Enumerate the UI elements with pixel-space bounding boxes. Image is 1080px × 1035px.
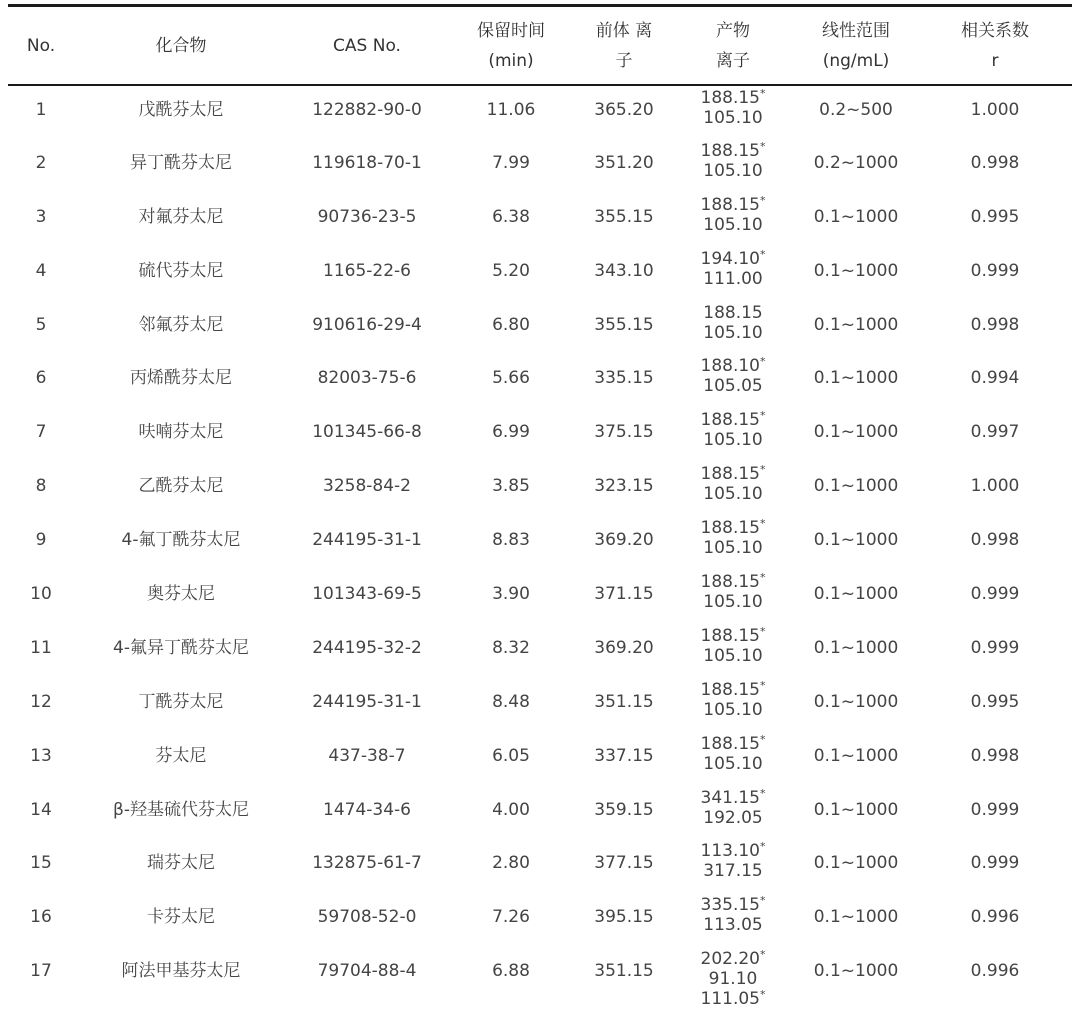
- product-ion-value: 105.10: [703, 214, 763, 235]
- product-ion-value: 111.05*: [700, 988, 766, 1010]
- cell-compound: 4-氟丁酰芬太尼: [121, 530, 241, 551]
- cell-compound: 对氟芬太尼: [138, 206, 224, 227]
- cell-no: 10: [30, 584, 52, 605]
- cell-precursor-ion: 351.20: [594, 152, 654, 173]
- header-linear-range: [794, 6, 918, 86]
- cell-compound: 丁酰芬太尼: [138, 691, 224, 712]
- cell-compound: 芬太尼: [155, 745, 207, 766]
- cell-linear-range: 0.1~1000: [813, 799, 899, 820]
- table-row: [8, 570, 1072, 624]
- cell-retention-time: 8.83: [492, 530, 530, 551]
- cell-precursor-ion: 365.20: [594, 100, 654, 120]
- cell-linear-range: 0.2~1000: [813, 152, 899, 173]
- cell-correlation: 0.998: [970, 314, 1020, 335]
- cell-cas: 437-38-7: [328, 745, 406, 766]
- cell-precursor-ion: 371.15: [594, 584, 654, 605]
- table-row: [8, 462, 1072, 516]
- product-ion-value: 105.10: [703, 484, 763, 505]
- compound-table: [8, 4, 1072, 1035]
- table-row: [8, 247, 1072, 301]
- product-ion-value: 111.00: [703, 268, 763, 289]
- cell-compound: 乙酰芬太尼: [138, 476, 224, 497]
- table-row: [8, 624, 1072, 678]
- cell-compound: 4-氟异丁酰芬太尼: [113, 637, 249, 658]
- cell-compound: β-羟基硫代芬太尼: [113, 799, 249, 820]
- cell-no: 17: [30, 961, 52, 982]
- cell-linear-range: 0.1~1000: [813, 745, 899, 766]
- cell-retention-time: 6.05: [492, 745, 530, 766]
- product-ion-value: 335.15*: [700, 894, 766, 916]
- cell-product-ions: [672, 408, 794, 462]
- cell-compound: 硫代芬太尼: [138, 260, 224, 281]
- cell-no: 12: [30, 691, 52, 712]
- asterisk-mark: *: [759, 87, 766, 100]
- cell-linear-range: 0.1~1000: [813, 476, 899, 497]
- cell-compound: 奥芬太尼: [147, 584, 215, 605]
- cell-precursor-ion: 369.20: [594, 530, 654, 551]
- cell-retention-time: 5.20: [492, 260, 530, 281]
- product-ion-value: 188.15*: [700, 624, 766, 646]
- cell-no: 6: [35, 368, 47, 389]
- product-ion-value: 194.10*: [700, 247, 766, 269]
- cell-correlation: 0.996: [970, 907, 1020, 928]
- cell-linear-range: 0.1~1000: [813, 907, 899, 928]
- cell-correlation: 0.996: [970, 961, 1020, 982]
- product-ion-value: 188.15*: [700, 409, 766, 431]
- cell-correlation: 0.999: [970, 584, 1020, 605]
- cell-correlation: 0.995: [970, 206, 1020, 227]
- asterisk-mark: *: [759, 463, 766, 477]
- cell-retention-time: 3.90: [492, 584, 530, 605]
- product-ion-value: 202.20*: [700, 948, 766, 970]
- cell-no: 1: [35, 100, 47, 120]
- asterisk-mark: *: [759, 355, 766, 369]
- cell-correlation: 1.000: [970, 100, 1020, 120]
- header-retention-time: [446, 6, 576, 86]
- cell-linear-range: 0.1~1000: [813, 637, 899, 658]
- product-ion-value: 188.15*: [700, 571, 766, 593]
- product-ion-value: 105.10: [703, 160, 763, 181]
- asterisk-mark: *: [759, 948, 766, 962]
- cell-cas: 101345-66-8: [312, 422, 422, 443]
- header-corr-line2: r: [991, 50, 999, 71]
- cell-compound: 异丁酰芬太尼: [130, 152, 232, 173]
- header-precursor-ion: [576, 6, 672, 86]
- product-ion-value: 105.05: [703, 376, 763, 397]
- table-row: [8, 732, 1072, 786]
- product-ion-value: 188.15*: [700, 193, 766, 215]
- cell-linear-range: 0.1~1000: [813, 853, 899, 874]
- cell-linear-range: 0.1~1000: [813, 422, 899, 443]
- cell-correlation: 0.999: [970, 637, 1020, 658]
- cell-precursor-ion: 359.15: [594, 799, 654, 820]
- cell-cas: 244195-32-2: [312, 637, 422, 658]
- table-header: [8, 6, 1072, 86]
- cell-compound: 戊酰芬太尼: [138, 100, 224, 120]
- cell-correlation: 0.998: [970, 745, 1020, 766]
- cell-no: 15: [30, 853, 52, 874]
- cell-precursor-ion: 343.10: [594, 260, 654, 281]
- cell-linear-range: 0.2~500: [819, 100, 893, 120]
- cell-product-ions: [672, 301, 794, 355]
- cell-compound: 阿法甲基芬太尼: [121, 961, 241, 982]
- cell-no: 14: [30, 799, 52, 820]
- product-ion-value: 91.10: [708, 969, 758, 990]
- cell-cas: 1165-22-6: [323, 260, 411, 281]
- product-ion-value: 188.15*: [700, 87, 766, 108]
- asterisk-mark: *: [759, 247, 766, 261]
- header-range-line2: (ng/mL): [822, 50, 890, 71]
- cell-correlation: 0.999: [970, 260, 1020, 281]
- header-no: No.: [26, 35, 56, 56]
- cell-compound: 呋喃芬太尼: [138, 422, 224, 443]
- cell-product-ions: [672, 85, 794, 139]
- asterisk-mark: *: [759, 624, 766, 638]
- cell-compound: 卡芬太尼: [147, 907, 215, 928]
- product-ion-value: 105.10: [703, 645, 763, 666]
- cell-correlation: 0.998: [970, 530, 1020, 551]
- cell-no: 3: [35, 206, 47, 227]
- cell-no: 16: [30, 907, 52, 928]
- header-compound: 化合物: [155, 35, 207, 56]
- cell-no: 5: [35, 314, 47, 335]
- header-range-line1: 线性范围: [822, 20, 890, 41]
- cell-correlation: 0.999: [970, 853, 1020, 874]
- cell-cas: 101343-69-5: [312, 584, 422, 605]
- header-retention-time-line1: 保留时间: [477, 20, 545, 41]
- cell-correlation: 0.997: [970, 422, 1020, 443]
- product-ion-value: 113.05: [703, 915, 763, 936]
- cell-precursor-ion: 375.15: [594, 422, 654, 443]
- asterisk-mark: *: [759, 732, 766, 746]
- header-precursor-line1: 前体 离: [595, 20, 653, 41]
- product-ion-value: 188.15*: [700, 678, 766, 700]
- cell-cas: 90736-23-5: [317, 206, 417, 227]
- cell-product-ions: [672, 786, 794, 840]
- cell-retention-time: 6.80: [492, 314, 530, 335]
- table-row: [8, 786, 1072, 840]
- product-ion-value: 192.05: [703, 807, 763, 828]
- table-row: [8, 678, 1072, 732]
- cell-precursor-ion: 395.15: [594, 907, 654, 928]
- table-row: [8, 947, 1072, 1035]
- cell-retention-time: 2.80: [492, 853, 530, 874]
- product-ion-value: 188.15: [703, 302, 763, 323]
- product-ion-value: 341.15*: [700, 786, 766, 808]
- cell-linear-range: 0.1~1000: [813, 314, 899, 335]
- cell-precursor-ion: 377.15: [594, 853, 654, 874]
- product-ion-value: 105.10: [703, 753, 763, 774]
- cell-product-ions: [672, 839, 794, 893]
- cell-correlation: 0.994: [970, 368, 1020, 389]
- product-ion-value: 188.15*: [700, 517, 766, 539]
- header-correlation: [918, 6, 1072, 86]
- cell-retention-time: 6.88: [492, 961, 530, 982]
- cell-product-ions: [672, 947, 794, 1035]
- cell-precursor-ion: 369.20: [594, 637, 654, 658]
- asterisk-mark: *: [759, 988, 766, 1002]
- cell-product-ions: [672, 893, 794, 947]
- cell-precursor-ion: 335.15: [594, 368, 654, 389]
- cell-cas: 82003-75-6: [317, 368, 417, 389]
- cell-correlation: 0.998: [970, 152, 1020, 173]
- cell-precursor-ion: 351.15: [594, 691, 654, 712]
- cell-precursor-ion: 355.15: [594, 314, 654, 335]
- product-ion-value: 105.10: [703, 592, 763, 613]
- cell-linear-range: 0.1~1000: [813, 206, 899, 227]
- cell-precursor-ion: 323.15: [594, 476, 654, 497]
- cell-precursor-ion: 351.15: [594, 961, 654, 982]
- cell-product-ions: [672, 678, 794, 732]
- product-ion-value: 105.10: [703, 699, 763, 720]
- cell-no: 2: [35, 152, 47, 173]
- header-product-ion: [672, 6, 794, 86]
- header-row: [8, 6, 1072, 86]
- product-ion-value: 188.15*: [700, 463, 766, 485]
- cell-retention-time: 8.32: [492, 637, 530, 658]
- header-product-line1: 产物: [716, 20, 750, 41]
- cell-retention-time: 6.99: [492, 422, 530, 443]
- table-row: [8, 408, 1072, 462]
- table-row: [8, 301, 1072, 355]
- cell-product-ions: [672, 139, 794, 193]
- cell-product-ions: [672, 462, 794, 516]
- cell-no: 7: [35, 422, 47, 443]
- cell-cas: 132875-61-7: [312, 853, 422, 874]
- cell-compound: 瑞芬太尼: [147, 853, 215, 874]
- product-ion-value: 188.15*: [700, 732, 766, 754]
- cell-compound: 丙烯酰芬太尼: [130, 368, 232, 389]
- asterisk-mark: *: [759, 840, 766, 854]
- table-row: [8, 85, 1072, 139]
- cell-linear-range: 0.1~1000: [813, 961, 899, 982]
- compound-table-container: [8, 4, 1072, 1035]
- cell-cas: 59708-52-0: [317, 907, 417, 928]
- asterisk-mark: *: [759, 409, 766, 423]
- cell-compound: 邻氟芬太尼: [138, 314, 224, 335]
- cell-correlation: 0.995: [970, 691, 1020, 712]
- header-precursor-line2: 子: [615, 50, 633, 71]
- asterisk-mark: *: [759, 786, 766, 800]
- cell-no: 11: [30, 637, 52, 658]
- cell-cas: 3258-84-2: [323, 476, 411, 497]
- product-ion-value: 113.10*: [700, 840, 766, 862]
- product-ion-value: 105.10: [703, 538, 763, 559]
- header-product-line2: 离子: [716, 50, 750, 71]
- table-row: [8, 893, 1072, 947]
- cell-precursor-ion: 337.15: [594, 745, 654, 766]
- cell-linear-range: 0.1~1000: [813, 260, 899, 281]
- cell-retention-time: 11.06: [486, 100, 536, 120]
- table-row: [8, 516, 1072, 570]
- cell-cas: 122882-90-0: [312, 100, 422, 120]
- product-ion-value: 317.15: [703, 861, 763, 882]
- cell-linear-range: 0.1~1000: [813, 584, 899, 605]
- cell-retention-time: 6.38: [492, 206, 530, 227]
- table-body: [8, 85, 1072, 1035]
- cell-product-ions: [672, 624, 794, 678]
- table-row: [8, 354, 1072, 408]
- product-ion-value: 105.10: [703, 430, 763, 451]
- cell-linear-range: 0.1~1000: [813, 368, 899, 389]
- cell-correlation: 1.000: [970, 476, 1020, 497]
- cell-cas: 119618-70-1: [312, 152, 422, 173]
- product-ion-value: 188.15*: [700, 139, 766, 161]
- cell-retention-time: 8.48: [492, 691, 530, 712]
- asterisk-mark: *: [759, 571, 766, 585]
- cell-linear-range: 0.1~1000: [813, 691, 899, 712]
- cell-product-ions: [672, 354, 794, 408]
- cell-product-ions: [672, 570, 794, 624]
- header-cas: CAS No.: [333, 35, 401, 56]
- cell-cas: 79704-88-4: [317, 961, 417, 982]
- header-corr-line1: 相关系数: [961, 20, 1029, 41]
- cell-product-ions: [672, 516, 794, 570]
- cell-product-ions: [672, 247, 794, 301]
- cell-retention-time: 3.85: [492, 476, 530, 497]
- cell-retention-time: 4.00: [492, 799, 530, 820]
- cell-retention-time: 7.99: [492, 152, 530, 173]
- product-ion-value: 188.10*: [700, 355, 766, 377]
- cell-linear-range: 0.1~1000: [813, 530, 899, 551]
- table-row: [8, 139, 1072, 193]
- cell-cas: 244195-31-1: [312, 530, 422, 551]
- cell-retention-time: 5.66: [492, 368, 530, 389]
- table-row: [8, 839, 1072, 893]
- product-ion-value: 105.10: [703, 322, 763, 343]
- asterisk-mark: *: [759, 517, 766, 531]
- cell-cas: 244195-31-1: [312, 691, 422, 712]
- cell-correlation: 0.999: [970, 799, 1020, 820]
- cell-no: 4: [35, 260, 47, 281]
- cell-cas: 1474-34-6: [323, 799, 411, 820]
- cell-precursor-ion: 355.15: [594, 206, 654, 227]
- table-row: [8, 193, 1072, 247]
- cell-no: 8: [35, 476, 47, 497]
- asterisk-mark: *: [759, 894, 766, 908]
- cell-no: 9: [35, 530, 47, 551]
- cell-cas: 910616-29-4: [312, 314, 422, 335]
- cell-product-ions: [672, 193, 794, 247]
- asterisk-mark: *: [759, 139, 766, 153]
- asterisk-mark: *: [759, 193, 766, 207]
- header-retention-time-line2: (min): [488, 50, 534, 71]
- product-ion-value: 105.10: [703, 108, 763, 128]
- cell-retention-time: 7.26: [492, 907, 530, 928]
- cell-no: 13: [30, 745, 52, 766]
- cell-product-ions: [672, 732, 794, 786]
- asterisk-mark: *: [759, 678, 766, 692]
